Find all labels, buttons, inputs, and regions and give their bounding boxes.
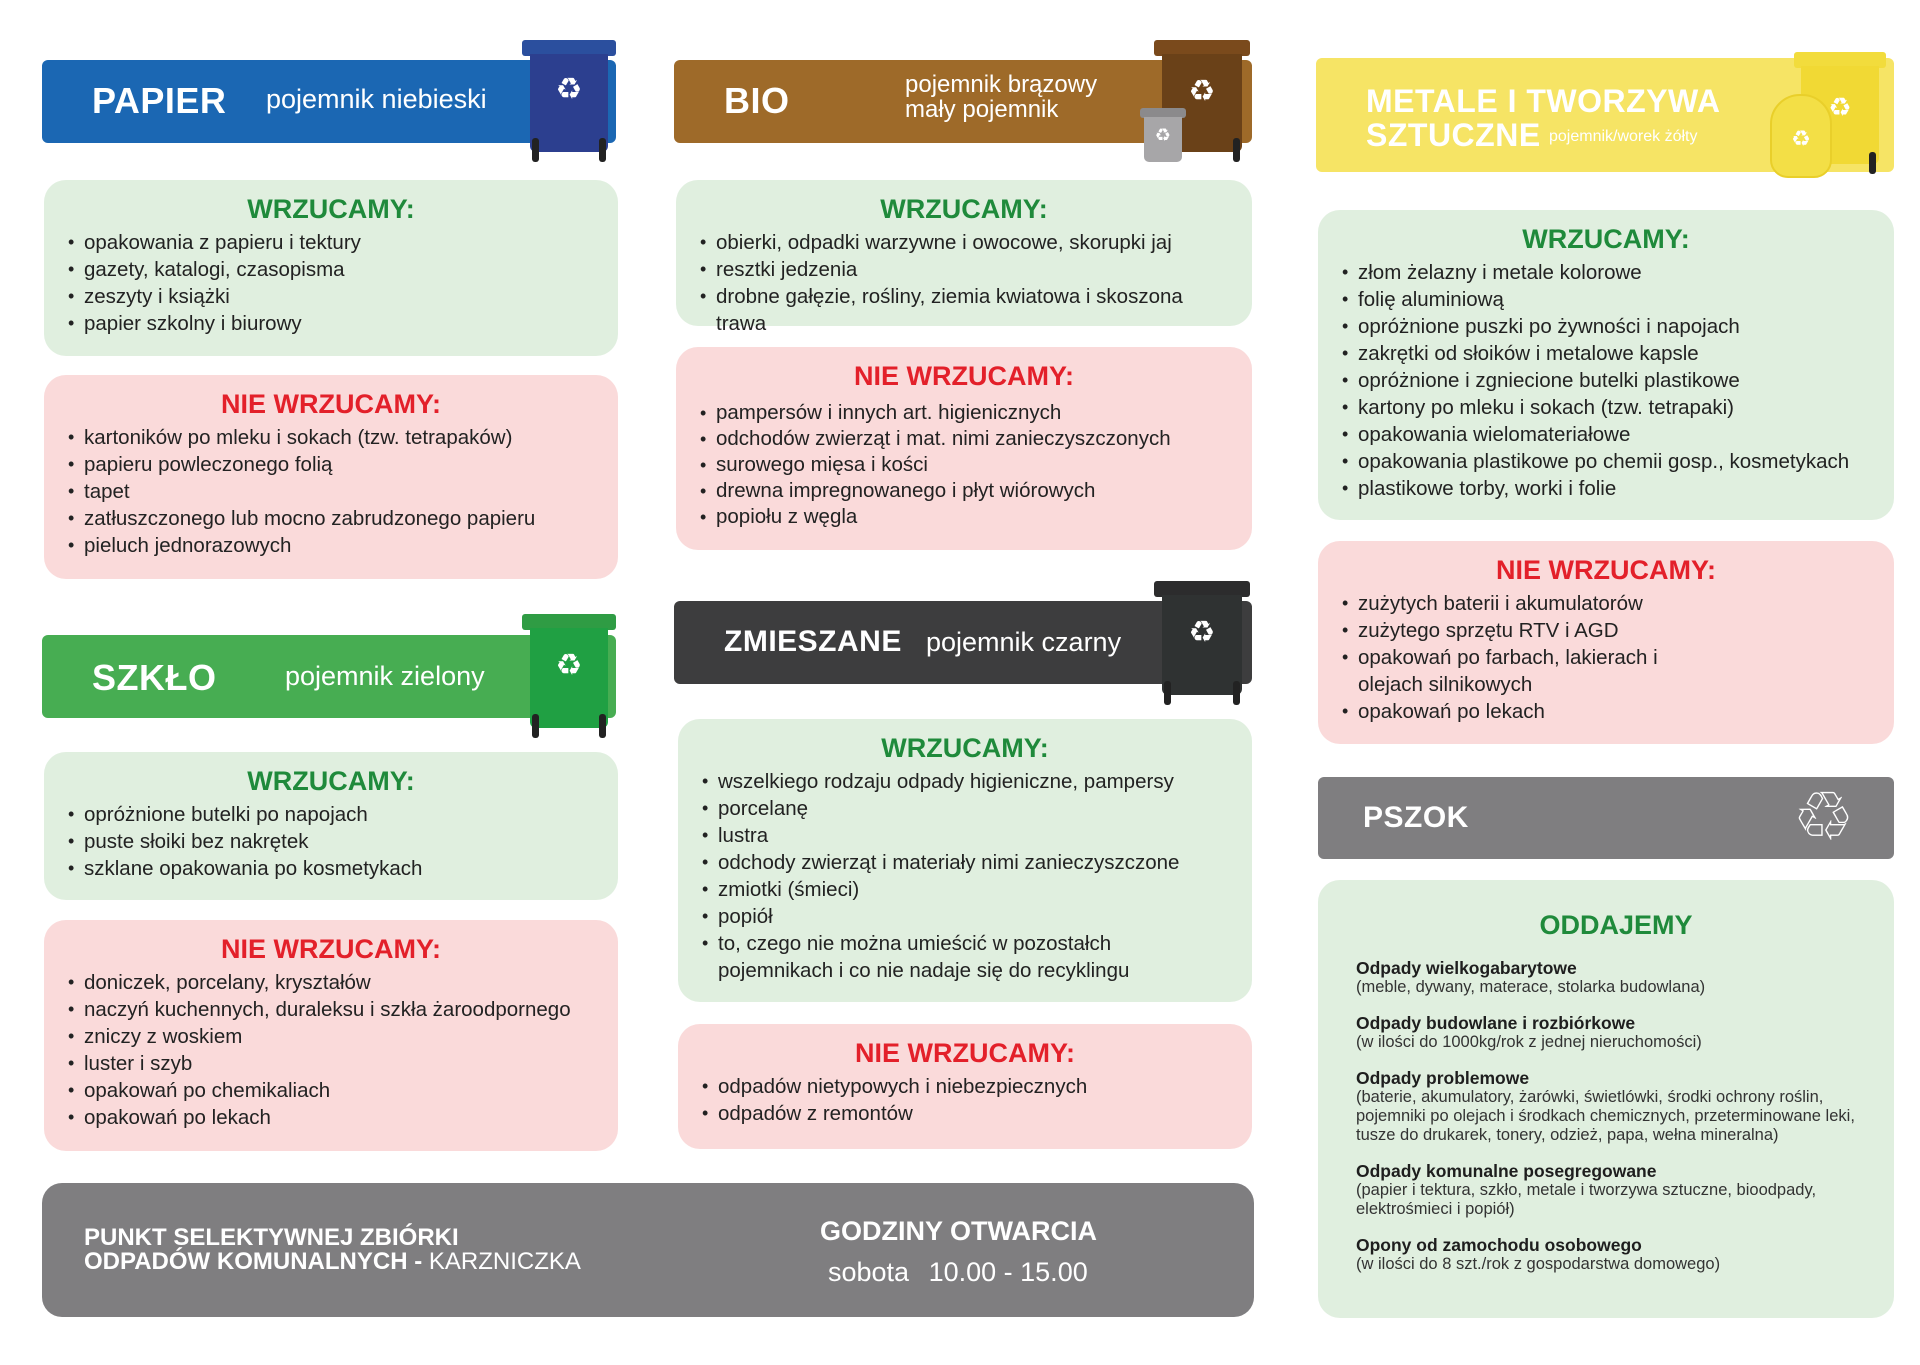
list-item: • surowego mięsa i kości <box>698 452 1230 478</box>
zmieszane-out-box <box>678 1024 1252 1149</box>
list-item: • papieru powleczonego folią <box>66 451 596 478</box>
hours-day: sobota <box>828 1257 910 1287</box>
list-item: • zatłuszczonego lub mocno zabrudzonego papieru <box>66 505 596 532</box>
recycle-icon: ♻ <box>1188 75 1216 108</box>
szklo-in-box <box>44 752 618 900</box>
list-item: • opakowania z papieru i tektury <box>66 229 596 256</box>
list-item: • porcelanę <box>700 795 1230 822</box>
list-item: • zakrętki od słoików i metalowe kapsle <box>1340 340 1872 367</box>
list-item: • szklane opakowania po kosmetykach <box>66 855 596 882</box>
list-item: • odchody zwierząt i materiały nimi zanieczyszczone <box>700 849 1230 876</box>
recycle-icon: ♻ <box>1791 126 1811 151</box>
bio-in-heading: WRZUCAMY: <box>880 194 1048 224</box>
list-item: • popiołu z węgla <box>698 504 1230 530</box>
list-item: • odpadów nietypowych i niebezpiecznych <box>700 1073 1230 1100</box>
list-item: • luster i szyb <box>66 1050 596 1077</box>
footer-place: KARZNICZKA <box>428 1248 581 1275</box>
list-item: • pampersów i innych art. higienicznych <box>698 400 1230 426</box>
list-item: • opakowań po farbach, lakierach i olejach silnikowych <box>1340 644 1670 698</box>
pszok-item-desc: (w ilości do 1000kg/rok z jednej nieruchomości) <box>1356 1033 1702 1051</box>
pszok-info-bar <box>42 1183 1254 1317</box>
footer-line1: PUNKT SELEKTYWNEJ ZBIÓRKI <box>84 1224 459 1251</box>
pszok-item-title: Odpady komunalne posegregowane <box>1356 1161 1657 1181</box>
zmieszane-title: ZMIESZANE <box>724 625 902 658</box>
szklo-title: SZKŁO <box>92 657 217 698</box>
metale-in-box <box>1318 210 1894 520</box>
list-item: • kartony po mleku i sokach (tzw. tetrapaki) <box>1340 394 1872 421</box>
list-item: • opróżnione i zgniecione butelki plastikowe <box>1340 367 1872 394</box>
szklo-in-heading: WRZUCAMY: <box>247 766 415 796</box>
bio-out-box <box>676 347 1252 550</box>
bio-out-heading: NIE WRZUCAMY: <box>854 361 1074 391</box>
list-item: • opróżnione puszki po żywności i napojach <box>1340 313 1872 340</box>
list-item: • opakowań po chemikaliach <box>66 1077 596 1104</box>
papier-out-heading: NIE WRZUCAMY: <box>221 389 441 419</box>
footer-line2 <box>84 1250 581 1274</box>
list-item: • drewna impregnowanego i płyt wiórowych <box>698 478 1230 504</box>
blue-bin-icon <box>522 40 616 162</box>
list-item: • opakowań po lekach <box>66 1104 596 1131</box>
list-item: • opakowania plastikowe po chemii gosp., kosmetykach <box>1340 448 1872 475</box>
zmieszane-out-heading: NIE WRZUCAMY: <box>855 1038 1075 1068</box>
list-item: • to, czego nie można umieścić w pozostałch pojemnikach i co nie nadaje się do recyklingu <box>700 930 1230 984</box>
list-item: • gazety, katalogi, czasopisma <box>66 256 596 283</box>
papier-subtitle: pojemnik niebieski <box>266 84 487 114</box>
list-item: • zniczy z woskiem <box>66 1023 596 1050</box>
hours-line <box>828 1257 1088 1288</box>
pszok-item-desc: (papier i tektura, szkło, metale i tworzywa sztuczne, bioodpady, elektrośmieci i popiół) <box>1356 1181 1817 1218</box>
metale-out-heading: NIE WRZUCAMY: <box>1496 555 1716 585</box>
list-item: • naczyń kuchennych, duraleksu i szkła żaroodpornego <box>66 996 596 1023</box>
bio-subtitle-1: pojemnik brązowy <box>905 71 1098 98</box>
szklo-out-heading: NIE WRZUCAMY: <box>221 934 441 964</box>
list-item: • odpadów z remontów <box>700 1100 1230 1127</box>
list-item: • wszelkiego rodzaju odpady higieniczne, pampersy <box>700 768 1230 795</box>
yellow-bag-icon <box>1770 94 1832 178</box>
pszok-header <box>1318 777 1894 859</box>
list-item: • folię aluminiową <box>1340 286 1872 313</box>
list-item: • zużytego sprzętu RTV i AGD <box>1340 617 1670 644</box>
pszok-item-desc: (w ilości do 8 szt./rok z gospodarstwa domowego) <box>1356 1255 1721 1273</box>
recycle-icon: ♻ <box>1188 616 1216 649</box>
metale-in-heading: WRZUCAMY: <box>1522 224 1690 254</box>
list-item: • odchodów zwierząt i mat. nimi zanieczyszczonych <box>698 426 1230 452</box>
pszok-title: PSZOK <box>1363 801 1469 834</box>
green-bin-icon <box>522 614 616 738</box>
list-item: • doniczek, porcelany, kryształów <box>66 969 596 996</box>
list-item: • obierki, odpadki warzywne i owocowe, skorupki jaj <box>698 229 1230 256</box>
list-item: • opakowań po lekach <box>1340 698 1670 725</box>
metale-subtitle: pojemnik/worek żółty <box>1549 128 1698 145</box>
pszok-item-desc: (meble, dywany, materace, stolarka budowlana) <box>1356 978 1706 996</box>
small-bio-bin-icon <box>1140 108 1186 162</box>
metale-title-2: SZTUCZNE <box>1366 117 1541 153</box>
list-item: • zużytych baterii i akumulatorów <box>1340 590 1670 617</box>
bio-title: BIO <box>724 80 790 121</box>
recycle-large-icon: ♲ <box>1793 779 1854 855</box>
list-item: • lustra <box>700 822 1230 849</box>
metale-title-1: METALE I TWORZYWA <box>1366 83 1721 119</box>
list-item: • złom żelazny i metale kolorowe <box>1340 259 1872 286</box>
papier-in-heading: WRZUCAMY: <box>247 194 415 224</box>
pszok-item <box>1356 1162 1876 1219</box>
list-item: • popiół <box>700 903 1230 930</box>
pszok-item <box>1356 959 1876 997</box>
black-bin-icon <box>1154 581 1250 705</box>
list-item: • puste słoiki bez nakrętek <box>66 828 596 855</box>
list-item: • tapet <box>66 478 596 505</box>
zmieszane-subtitle: pojemnik czarny <box>926 627 1122 657</box>
metale-out-box <box>1318 541 1894 744</box>
pszok-item-title: Opony od zamochodu osobowego <box>1356 1235 1642 1255</box>
list-item: • opróżnione butelki po napojach <box>66 801 596 828</box>
list-item: • kartoników po mleku i sokach (tzw. tetrapaków) <box>66 424 596 451</box>
pszok-item <box>1356 1014 1876 1052</box>
list-item: • papier szkolny i biurowy <box>66 310 596 337</box>
recycle-icon: ♻ <box>555 73 583 106</box>
papier-in-box <box>44 180 618 356</box>
recycle-icon: ♻ <box>1154 125 1172 145</box>
list-item: • resztki jedzenia <box>698 256 1230 283</box>
pszok-item-title: Odpady wielkogabarytowe <box>1356 958 1577 978</box>
pszok-item <box>1356 1236 1876 1274</box>
recycle-icon: ♻ <box>555 649 583 682</box>
bio-subtitle-2: mały pojemnik <box>905 96 1059 123</box>
list-item: • zeszyty i książki <box>66 283 596 310</box>
hours-title: GODZINY OTWARCIA <box>820 1216 1098 1246</box>
pszok-box <box>1318 880 1894 1318</box>
papier-title: PAPIER <box>92 80 227 121</box>
pszok-item <box>1356 1069 1876 1145</box>
bio-in-box <box>676 180 1252 335</box>
pszok-item-title: Odpady problemowe <box>1356 1068 1530 1088</box>
list-item: • pieluch jednorazowych <box>66 532 596 559</box>
recycle-icon: ♻ <box>1828 92 1852 122</box>
szklo-subtitle: pojemnik zielony <box>285 661 485 691</box>
list-item: • drobne gałęzie, rośliny, ziemia kwiatowa i skoszona trawa <box>698 283 1230 337</box>
list-item: • plastikowe torby, worki i folie <box>1340 475 1872 502</box>
zmieszane-in-box <box>678 719 1252 1002</box>
zmieszane-in-heading: WRZUCAMY: <box>881 733 1049 763</box>
footer-line2-bold: ODPADÓW KOMUNALNYCH - <box>84 1248 423 1275</box>
pszok-item-desc: (baterie, akumulatory, żarówki, świetlówki, środki ochrony roślin, pojemniki po olejach i środkach chemicznych, przeterminowane leki, tusze do drukarek, tonery, odzież, papa, wełna mineralna) <box>1356 1088 1855 1144</box>
hours-value: 10.00 - 15.00 <box>928 1257 1088 1287</box>
pszok-item-title: Odpady budowlane i rozbiórkowe <box>1356 1013 1636 1033</box>
pszok-heading: ODDAJEMY <box>1539 910 1693 940</box>
list-item: • opakowania wielomateriałowe <box>1340 421 1872 448</box>
szklo-out-box <box>44 920 618 1151</box>
papier-out-box <box>44 375 618 579</box>
list-item: • zmiotki (śmieci) <box>700 876 1230 903</box>
